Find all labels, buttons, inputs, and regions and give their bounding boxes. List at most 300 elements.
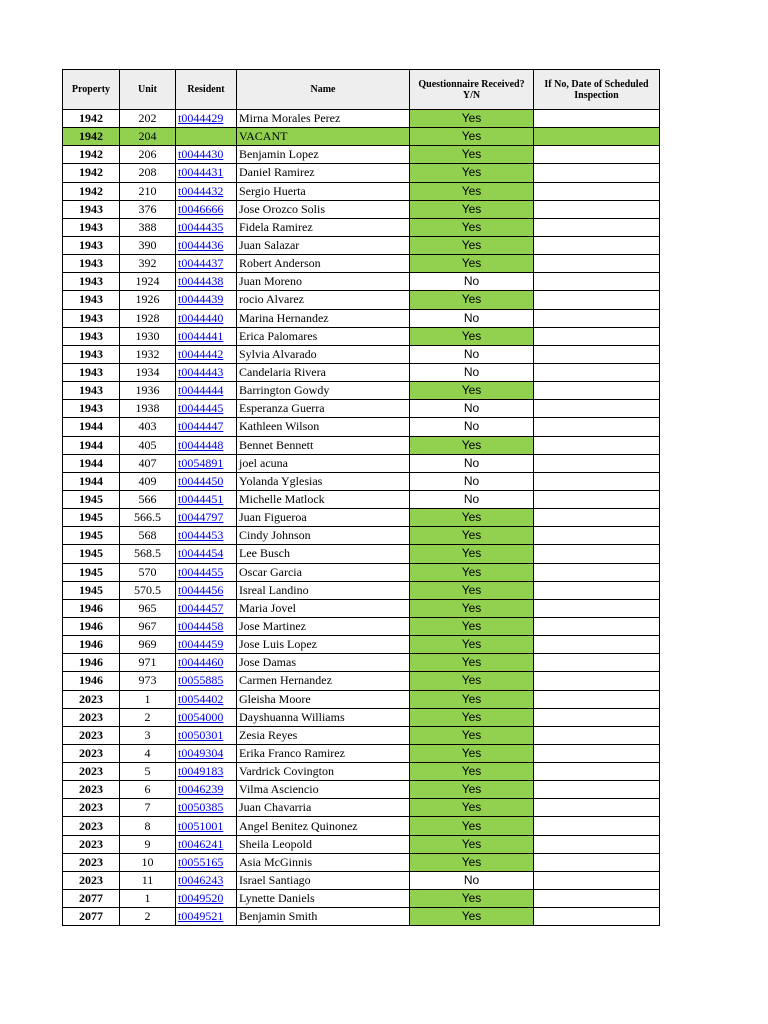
property-cell: 1942 bbox=[63, 182, 120, 200]
unit-cell: 570.5 bbox=[120, 581, 176, 599]
name-cell: Benjamin Lopez bbox=[237, 146, 410, 164]
resident-cell bbox=[176, 363, 237, 381]
unit-cell: 965 bbox=[120, 599, 176, 617]
resident-cell bbox=[176, 436, 237, 454]
resident-cell bbox=[176, 472, 237, 490]
name-cell: joel acuna bbox=[237, 454, 410, 472]
property-cell: 2023 bbox=[63, 690, 120, 708]
table-row bbox=[63, 744, 660, 762]
header-questionnaire: Questionnaire Received? Y/N bbox=[410, 70, 534, 110]
questionnaire-cell: Yes bbox=[410, 146, 534, 164]
table-row bbox=[63, 110, 660, 128]
questionnaire-cell: No bbox=[410, 345, 534, 363]
questionnaire-cell: Yes bbox=[410, 527, 534, 545]
questionnaire-cell: No bbox=[410, 472, 534, 490]
property-cell: 1942 bbox=[63, 146, 120, 164]
resident-link[interactable]: t0044432 bbox=[178, 183, 224, 198]
name-cell: Lee Busch bbox=[237, 545, 410, 563]
name-cell: Marina Hernandez bbox=[237, 309, 410, 327]
questionnaire-cell: Yes bbox=[410, 255, 534, 273]
unit-cell: 407 bbox=[120, 454, 176, 472]
inspection-date-cell bbox=[534, 345, 660, 363]
questionnaire-cell: No bbox=[410, 309, 534, 327]
unit-cell: 7 bbox=[120, 799, 176, 817]
table-row bbox=[63, 817, 660, 835]
unit-cell: 1932 bbox=[120, 345, 176, 363]
name-cell: Jose Orozco Solis bbox=[237, 200, 410, 218]
table-row bbox=[63, 327, 660, 345]
unit-cell: 208 bbox=[120, 164, 176, 182]
property-cell: 1944 bbox=[63, 472, 120, 490]
property-cell: 1944 bbox=[63, 454, 120, 472]
questionnaire-cell: Yes bbox=[410, 599, 534, 617]
property-cell: 2077 bbox=[63, 890, 120, 908]
resident-cell bbox=[176, 563, 237, 581]
table-row bbox=[63, 636, 660, 654]
table-row bbox=[63, 291, 660, 309]
resident-link[interactable]: t0044459 bbox=[178, 637, 224, 652]
inspection-date-cell bbox=[534, 509, 660, 527]
property-cell: 1946 bbox=[63, 654, 120, 672]
name-cell: Angel Benitez Quinonez bbox=[237, 817, 410, 835]
unit-cell: 403 bbox=[120, 418, 176, 436]
questionnaire-cell: No bbox=[410, 418, 534, 436]
resident-cell bbox=[176, 509, 237, 527]
questionnaire-cell: Yes bbox=[410, 128, 534, 146]
table-row bbox=[63, 617, 660, 635]
header-property: Property bbox=[63, 70, 120, 110]
property-cell: 1946 bbox=[63, 617, 120, 635]
questionnaire-cell: Yes bbox=[410, 690, 534, 708]
property-cell: 1942 bbox=[63, 128, 120, 146]
unit-cell: 1924 bbox=[120, 273, 176, 291]
name-cell: Jose Damas bbox=[237, 654, 410, 672]
table-row bbox=[63, 128, 660, 146]
table-row bbox=[63, 654, 660, 672]
unit-cell: 1938 bbox=[120, 400, 176, 418]
questionnaire-cell: Yes bbox=[410, 200, 534, 218]
table-row bbox=[63, 363, 660, 381]
table-row bbox=[63, 454, 660, 472]
name-cell: Vardrick Covington bbox=[237, 763, 410, 781]
resident-link[interactable]: t0044431 bbox=[178, 165, 224, 180]
table-row bbox=[63, 835, 660, 853]
questionnaire-cell: No bbox=[410, 490, 534, 508]
resident-cell bbox=[176, 400, 237, 418]
name-cell: VACANT bbox=[237, 128, 410, 146]
unit-cell: 206 bbox=[120, 146, 176, 164]
resident-cell bbox=[176, 599, 237, 617]
inspection-date-cell bbox=[534, 490, 660, 508]
questionnaire-cell: Yes bbox=[410, 218, 534, 236]
unit-cell: 11 bbox=[120, 871, 176, 889]
table-header bbox=[63, 70, 660, 110]
resident-cell bbox=[176, 255, 237, 273]
resident-link[interactable]: t0049520 bbox=[178, 891, 224, 906]
unit-cell: 973 bbox=[120, 672, 176, 690]
resident-cell bbox=[176, 581, 237, 599]
resident-cell bbox=[176, 617, 237, 635]
name-cell: Robert Anderson bbox=[237, 255, 410, 273]
resident-cell bbox=[176, 672, 237, 690]
resident-link[interactable]: t0044430 bbox=[178, 147, 224, 162]
resident-cell bbox=[176, 382, 237, 400]
questionnaire-cell: Yes bbox=[410, 763, 534, 781]
unit-cell: 3 bbox=[120, 726, 176, 744]
table-row bbox=[63, 871, 660, 889]
table-row bbox=[63, 490, 660, 508]
resident-link[interactable]: t0044443 bbox=[178, 365, 224, 380]
resident-cell bbox=[176, 744, 237, 762]
inspection-date-cell bbox=[534, 309, 660, 327]
questionnaire-cell: Yes bbox=[410, 545, 534, 563]
name-cell: Sheila Leopold bbox=[237, 835, 410, 853]
name-cell: Esperanza Guerra bbox=[237, 400, 410, 418]
questionnaire-cell: Yes bbox=[410, 636, 534, 654]
property-cell: 1943 bbox=[63, 400, 120, 418]
table-row bbox=[63, 599, 660, 617]
table-row bbox=[63, 472, 660, 490]
unit-cell: 376 bbox=[120, 200, 176, 218]
resident-link[interactable]: t0044460 bbox=[178, 655, 224, 670]
unit-cell: 10 bbox=[120, 853, 176, 871]
inspection-date-cell bbox=[534, 690, 660, 708]
resident-link[interactable]: t0044444 bbox=[178, 383, 224, 398]
resident-link[interactable]: t0044439 bbox=[178, 292, 224, 307]
inspection-date-cell bbox=[534, 418, 660, 436]
resident-link[interactable]: t0049304 bbox=[178, 745, 224, 760]
property-cell: 2023 bbox=[63, 744, 120, 762]
resident-cell bbox=[176, 291, 237, 309]
questionnaire-cell: Yes bbox=[410, 853, 534, 871]
resident-cell bbox=[176, 908, 237, 926]
questionnaire-cell: Yes bbox=[410, 164, 534, 182]
inspection-date-cell bbox=[534, 835, 660, 853]
resident-link[interactable]: t0044451 bbox=[178, 492, 224, 507]
unit-cell: 568 bbox=[120, 527, 176, 545]
inspection-date-cell bbox=[534, 382, 660, 400]
unit-cell: 202 bbox=[120, 110, 176, 128]
resident-link[interactable]: t0044438 bbox=[178, 274, 224, 289]
questionnaire-cell: Yes bbox=[410, 835, 534, 853]
property-cell: 1943 bbox=[63, 236, 120, 254]
inspection-date-cell bbox=[534, 255, 660, 273]
inspection-date-cell bbox=[534, 182, 660, 200]
resident-cell bbox=[176, 781, 237, 799]
property-cell: 1943 bbox=[63, 291, 120, 309]
inspection-date-cell bbox=[534, 110, 660, 128]
inspection-date-cell bbox=[534, 146, 660, 164]
resident-link[interactable]: t0044436 bbox=[178, 238, 224, 253]
questionnaire-cell: Yes bbox=[410, 908, 534, 926]
questionnaire-cell: No bbox=[410, 363, 534, 381]
resident-link[interactable]: t0044448 bbox=[178, 437, 224, 452]
questionnaire-cell: Yes bbox=[410, 110, 534, 128]
property-cell: 1944 bbox=[63, 418, 120, 436]
property-cell: 2023 bbox=[63, 799, 120, 817]
name-cell: Asia McGinnis bbox=[237, 853, 410, 871]
unit-cell: 971 bbox=[120, 654, 176, 672]
resident-link[interactable]: t0044441 bbox=[178, 328, 224, 343]
resident-cell bbox=[176, 817, 237, 835]
resident-link[interactable]: t0046666 bbox=[178, 201, 224, 216]
property-cell: 2023 bbox=[63, 726, 120, 744]
inspection-date-cell bbox=[534, 527, 660, 545]
resident-link[interactable]: t0049521 bbox=[178, 909, 224, 924]
resident-link[interactable]: t0044435 bbox=[178, 219, 224, 234]
table-row bbox=[63, 563, 660, 581]
table-row bbox=[63, 908, 660, 926]
unit-cell: 390 bbox=[120, 236, 176, 254]
table-row bbox=[63, 545, 660, 563]
inspection-date-cell bbox=[534, 726, 660, 744]
questionnaire-cell: Yes bbox=[410, 890, 534, 908]
inspection-date-cell bbox=[534, 363, 660, 381]
resident-cell bbox=[176, 799, 237, 817]
name-cell: Sylvia Alvarado bbox=[237, 345, 410, 363]
property-cell: 1945 bbox=[63, 581, 120, 599]
name-cell: Maria Jovel bbox=[237, 599, 410, 617]
resident-link[interactable]: t0044447 bbox=[178, 419, 224, 434]
questionnaire-cell: Yes bbox=[410, 291, 534, 309]
unit-cell: 967 bbox=[120, 617, 176, 635]
table-row bbox=[63, 672, 660, 690]
inspection-table bbox=[62, 69, 660, 926]
inspection-date-cell bbox=[534, 817, 660, 835]
inspection-date-cell bbox=[534, 291, 660, 309]
resident-cell bbox=[176, 690, 237, 708]
resident-cell bbox=[176, 327, 237, 345]
name-cell: Oscar Garcia bbox=[237, 563, 410, 581]
inspection-date-cell bbox=[534, 200, 660, 218]
name-cell: Jose Martinez bbox=[237, 617, 410, 635]
inspection-date-cell bbox=[534, 236, 660, 254]
unit-cell: 1934 bbox=[120, 363, 176, 381]
resident-cell bbox=[176, 128, 237, 146]
questionnaire-cell: Yes bbox=[410, 436, 534, 454]
inspection-date-cell bbox=[534, 218, 660, 236]
name-cell: Erika Franco Ramirez bbox=[237, 744, 410, 762]
property-cell: 2023 bbox=[63, 763, 120, 781]
resident-link[interactable]: t0055165 bbox=[178, 854, 224, 869]
questionnaire-cell: Yes bbox=[410, 781, 534, 799]
property-cell: 1943 bbox=[63, 218, 120, 236]
table-row bbox=[63, 255, 660, 273]
resident-link[interactable]: t0044440 bbox=[178, 310, 224, 325]
questionnaire-cell: Yes bbox=[410, 726, 534, 744]
name-cell: Barrington Gowdy bbox=[237, 382, 410, 400]
unit-cell: 4 bbox=[120, 744, 176, 762]
inspection-date-cell bbox=[534, 400, 660, 418]
resident-cell bbox=[176, 454, 237, 472]
unit-cell: 1926 bbox=[120, 291, 176, 309]
property-cell: 1944 bbox=[63, 436, 120, 454]
table-row bbox=[63, 509, 660, 527]
table-row bbox=[63, 182, 660, 200]
questionnaire-cell: Yes bbox=[410, 563, 534, 581]
inspection-date-cell bbox=[534, 617, 660, 635]
name-cell: Juan Salazar bbox=[237, 236, 410, 254]
questionnaire-cell: Yes bbox=[410, 617, 534, 635]
unit-cell: 409 bbox=[120, 472, 176, 490]
name-cell: Michelle Matlock bbox=[237, 490, 410, 508]
resident-cell bbox=[176, 218, 237, 236]
resident-link[interactable]: t0044442 bbox=[178, 346, 224, 361]
property-cell: 2023 bbox=[63, 708, 120, 726]
resident-cell bbox=[176, 527, 237, 545]
property-cell: 2023 bbox=[63, 853, 120, 871]
table-row bbox=[63, 799, 660, 817]
inspection-date-cell bbox=[534, 128, 660, 146]
inspection-date-cell bbox=[534, 581, 660, 599]
resident-link[interactable]: t0044450 bbox=[178, 473, 224, 488]
name-cell: Lynette Daniels bbox=[237, 890, 410, 908]
resident-link[interactable]: t0046241 bbox=[178, 836, 224, 851]
resident-link[interactable]: t0044429 bbox=[178, 111, 224, 126]
property-cell: 1943 bbox=[63, 363, 120, 381]
name-cell: Kathleen Wilson bbox=[237, 418, 410, 436]
resident-link[interactable]: t0044454 bbox=[178, 546, 224, 561]
inspection-date-cell bbox=[534, 763, 660, 781]
resident-cell bbox=[176, 654, 237, 672]
inspection-date-cell bbox=[534, 636, 660, 654]
inspection-date-cell bbox=[534, 472, 660, 490]
table-row bbox=[63, 345, 660, 363]
inspection-date-cell bbox=[534, 708, 660, 726]
unit-cell: 1936 bbox=[120, 382, 176, 400]
property-cell: 1946 bbox=[63, 672, 120, 690]
name-cell: Benjamin Smith bbox=[237, 908, 410, 926]
property-cell: 1943 bbox=[63, 309, 120, 327]
header-row bbox=[63, 70, 660, 110]
property-cell: 1945 bbox=[63, 563, 120, 581]
unit-cell: 1 bbox=[120, 890, 176, 908]
table-row bbox=[63, 690, 660, 708]
inspection-date-cell bbox=[534, 273, 660, 291]
resident-link[interactable]: t0044456 bbox=[178, 582, 224, 597]
unit-cell: 969 bbox=[120, 636, 176, 654]
resident-cell bbox=[176, 182, 237, 200]
resident-link[interactable]: t0054402 bbox=[178, 691, 224, 706]
inspection-date-cell bbox=[534, 799, 660, 817]
unit-cell: 5 bbox=[120, 763, 176, 781]
questionnaire-cell: Yes bbox=[410, 236, 534, 254]
resident-cell bbox=[176, 835, 237, 853]
table-row bbox=[63, 581, 660, 599]
resident-link[interactable]: t0044455 bbox=[178, 564, 224, 579]
resident-link[interactable]: t0044453 bbox=[178, 528, 224, 543]
questionnaire-cell: Yes bbox=[410, 382, 534, 400]
table-row bbox=[63, 400, 660, 418]
resident-cell bbox=[176, 636, 237, 654]
resident-cell bbox=[176, 146, 237, 164]
inspection-date-cell bbox=[534, 563, 660, 581]
name-cell: Mirna Morales Perez bbox=[237, 110, 410, 128]
resident-link[interactable]: t0046239 bbox=[178, 782, 224, 797]
questionnaire-cell: Yes bbox=[410, 509, 534, 527]
table-row bbox=[63, 382, 660, 400]
resident-link[interactable]: t0044457 bbox=[178, 600, 224, 615]
resident-link[interactable]: t0050301 bbox=[178, 727, 224, 742]
unit-cell: 1930 bbox=[120, 327, 176, 345]
property-cell: 1943 bbox=[63, 345, 120, 363]
property-cell: 1943 bbox=[63, 327, 120, 345]
name-cell: Juan Moreno bbox=[237, 273, 410, 291]
property-cell: 1946 bbox=[63, 599, 120, 617]
name-cell: Juan Chavarria bbox=[237, 799, 410, 817]
resident-link[interactable]: t0044458 bbox=[178, 619, 224, 633]
name-cell: Bennet Bennett bbox=[237, 436, 410, 454]
questionnaire-cell: Yes bbox=[410, 799, 534, 817]
table-row bbox=[63, 781, 660, 799]
table-row bbox=[63, 853, 660, 871]
unit-cell: 2 bbox=[120, 908, 176, 926]
table-row bbox=[63, 708, 660, 726]
resident-link[interactable]: t0044437 bbox=[178, 256, 224, 271]
questionnaire-cell: Yes bbox=[410, 817, 534, 835]
name-cell: Israel Santiago bbox=[237, 871, 410, 889]
resident-cell bbox=[176, 309, 237, 327]
resident-cell bbox=[176, 871, 237, 889]
questionnaire-cell: No bbox=[410, 871, 534, 889]
property-cell: 2077 bbox=[63, 908, 120, 926]
header-unit: Unit bbox=[120, 70, 176, 110]
questionnaire-cell: No bbox=[410, 400, 534, 418]
property-cell: 1942 bbox=[63, 164, 120, 182]
resident-link[interactable]: t0054891 bbox=[178, 455, 224, 470]
property-cell: 2023 bbox=[63, 817, 120, 835]
unit-cell: 388 bbox=[120, 218, 176, 236]
name-cell: Carmen Hernandez bbox=[237, 672, 410, 690]
resident-link[interactable]: t0049183 bbox=[178, 764, 224, 779]
unit-cell: 6 bbox=[120, 781, 176, 799]
resident-link[interactable]: t0050385 bbox=[178, 800, 224, 815]
inspection-date-cell bbox=[534, 599, 660, 617]
table-row bbox=[63, 200, 660, 218]
header-name: Name bbox=[237, 70, 410, 110]
inspection-date-cell bbox=[534, 672, 660, 690]
unit-cell: 405 bbox=[120, 436, 176, 454]
property-cell: 1943 bbox=[63, 382, 120, 400]
name-cell: Juan Figueroa bbox=[237, 509, 410, 527]
property-cell: 2023 bbox=[63, 835, 120, 853]
property-cell: 1945 bbox=[63, 490, 120, 508]
resident-link[interactable]: t0054000 bbox=[178, 709, 224, 724]
table-row bbox=[63, 763, 660, 781]
inspection-date-cell bbox=[534, 654, 660, 672]
unit-cell: 566 bbox=[120, 490, 176, 508]
table-row bbox=[63, 273, 660, 291]
questionnaire-cell: No bbox=[410, 273, 534, 291]
resident-link[interactable]: t0044445 bbox=[178, 401, 224, 416]
name-cell: Isreal Landino bbox=[237, 581, 410, 599]
inspection-date-cell bbox=[534, 781, 660, 799]
resident-cell bbox=[176, 545, 237, 563]
unit-cell: 392 bbox=[120, 255, 176, 273]
questionnaire-cell: Yes bbox=[410, 654, 534, 672]
inspection-date-cell bbox=[534, 164, 660, 182]
resident-link[interactable]: t0055885 bbox=[178, 673, 224, 688]
table-row bbox=[63, 418, 660, 436]
unit-cell: 9 bbox=[120, 835, 176, 853]
questionnaire-cell: Yes bbox=[410, 182, 534, 200]
name-cell: Candelaria Rivera bbox=[237, 363, 410, 381]
resident-link[interactable]: t0044797 bbox=[178, 510, 224, 525]
name-cell: Zesia Reyes bbox=[237, 726, 410, 744]
resident-link[interactable]: t0046243 bbox=[178, 872, 224, 887]
resident-link[interactable]: t0051001 bbox=[178, 818, 224, 833]
unit-cell: 1 bbox=[120, 690, 176, 708]
